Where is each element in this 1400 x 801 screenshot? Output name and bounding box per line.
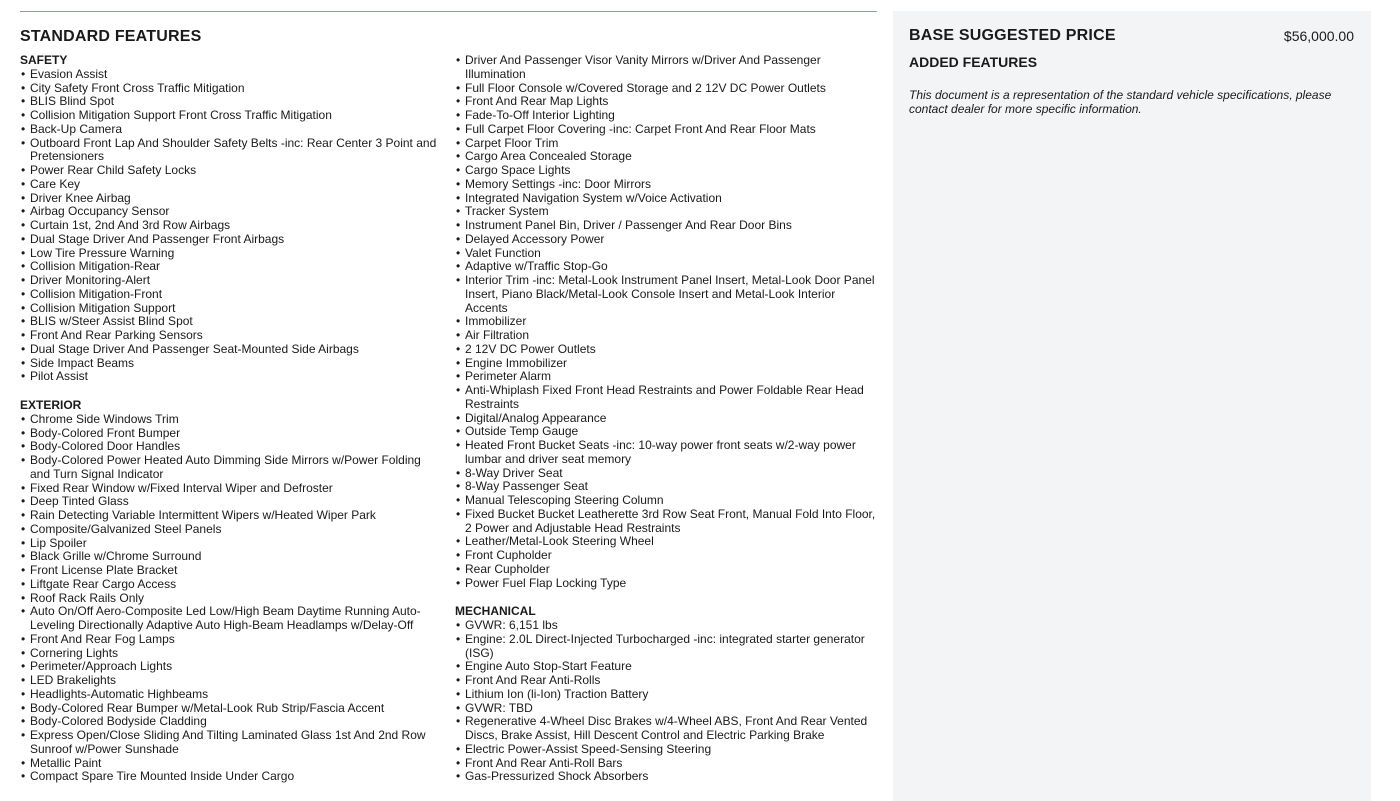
feature-item: • Manual Telescoping Steering Column bbox=[455, 494, 880, 508]
feature-item: • Cargo Area Concealed Storage bbox=[455, 150, 880, 164]
feature-item: • Body-Colored Bodyside Cladding bbox=[20, 715, 440, 729]
feature-item: • City Safety Front Cross Traffic Mitigation bbox=[20, 82, 440, 96]
feature-item: • Metallic Paint bbox=[20, 757, 440, 771]
feature-item: • Delayed Accessory Power bbox=[455, 233, 880, 247]
feature-item: • Memory Settings -inc: Door Mirrors bbox=[455, 178, 880, 192]
disclaimer-text: This document is a representation of the standard vehicle specifications, please contact dealer for more specific information. bbox=[909, 88, 1332, 116]
feature-item: • Power Fuel Flap Locking Type bbox=[455, 577, 880, 591]
feature-item: • Driver And Passenger Visor Vanity Mirrors w/Driver And Passenger Illumination bbox=[455, 54, 880, 82]
feature-item: • Auto On/Off Aero-Composite Led Low/High Beam Daytime Running Auto-Leveling Directionally Adaptive Auto High-Beam Headlamps w/Delay-Off bbox=[20, 605, 440, 633]
feature-item: • Driver Monitoring-Alert bbox=[20, 274, 440, 288]
feature-item: • 2 12V DC Power Outlets bbox=[455, 343, 880, 357]
feature-item: • Integrated Navigation System w/Voice Activation bbox=[455, 192, 880, 206]
feature-item: • Airbag Occupancy Sensor bbox=[20, 205, 440, 219]
feature-item: • Curtain 1st, 2nd And 3rd Row Airbags bbox=[20, 219, 440, 233]
feature-item: • Leather/Metal-Look Steering Wheel bbox=[455, 535, 880, 549]
feature-item: • Collision Mitigation-Front bbox=[20, 288, 440, 302]
feature-item: • Regenerative 4-Wheel Disc Brakes w/4-Wheel ABS, Front And Rear Vented Discs, Brake Assist, Hill Descent Control and Electric Parking Brake bbox=[455, 715, 880, 743]
feature-item: • 8-Way Driver Seat bbox=[455, 467, 880, 481]
feature-item: • Body-Colored Door Handles bbox=[20, 440, 440, 454]
feature-item: • Interior Trim -inc: Metal-Look Instrument Panel Insert, Metal-Look Door Panel Insert, Piano Black/Metal-Look Console Insert and Metal-Look Interior Accents bbox=[455, 274, 880, 315]
added-features-title: ADDED FEATURES bbox=[909, 54, 1038, 70]
feature-item: • Pilot Assist bbox=[20, 370, 440, 384]
feature-item: • Heated Front Bucket Seats -inc: 10-way power front seats w/2-way power lumbar and driver seat memory bbox=[455, 439, 880, 467]
features-column-left bbox=[20, 54, 440, 784]
price-panel bbox=[893, 11, 1371, 801]
feature-item: • Collision Mitigation Support Front Cross Traffic Mitigation bbox=[20, 109, 440, 123]
feature-list bbox=[20, 68, 440, 384]
feature-item: • Black Grille w/Chrome Surround bbox=[20, 550, 440, 564]
section-title-mechanical: MECHANICAL bbox=[455, 604, 536, 619]
feature-item: • GVWR: 6,151 lbs bbox=[455, 619, 880, 633]
feature-item: • Outside Temp Gauge bbox=[455, 425, 880, 439]
feature-item: • Chrome Side Windows Trim bbox=[20, 413, 440, 427]
feature-item: • Rain Detecting Variable Intermittent Wipers w/Heated Wiper Park bbox=[20, 509, 440, 523]
feature-item: • Adaptive w/Traffic Stop-Go bbox=[455, 260, 880, 274]
feature-item: • LED Brakelights bbox=[20, 674, 440, 688]
feature-item: • Collision Mitigation-Rear bbox=[20, 260, 440, 274]
feature-item: • Fixed Bucket Bucket Leatherette 3rd Row Seat Front, Manual Fold Into Floor, 2 Power and Adjustable Head Restraints bbox=[455, 508, 880, 536]
feature-item: • BLIS Blind Spot bbox=[20, 95, 440, 109]
feature-item: • Headlights-Automatic Highbeams bbox=[20, 688, 440, 702]
feature-item: • Engine Immobilizer bbox=[455, 357, 880, 371]
feature-item: • Body-Colored Front Bumper bbox=[20, 427, 440, 441]
feature-item: • Deep Tinted Glass bbox=[20, 495, 440, 509]
feature-item: • Cargo Space Lights bbox=[455, 164, 880, 178]
features-column-right bbox=[455, 54, 880, 784]
feature-item: • Liftgate Rear Cargo Access bbox=[20, 578, 440, 592]
base-price-label: BASE SUGGESTED PRICE bbox=[909, 27, 1116, 44]
feature-item: • Fade-To-Off Interior Lighting bbox=[455, 109, 880, 123]
feature-item: • Tracker System bbox=[455, 205, 880, 219]
feature-item: • Instrument Panel Bin, Driver / Passenger And Rear Door Bins bbox=[455, 219, 880, 233]
feature-item: • Full Carpet Floor Covering -inc: Carpet Front And Rear Floor Mats bbox=[455, 123, 880, 137]
feature-list bbox=[455, 619, 880, 784]
feature-item: • Body-Colored Rear Bumper w/Metal-Look Rub Strip/Fascia Accent bbox=[20, 702, 440, 716]
feature-item: • Composite/Galvanized Steel Panels bbox=[20, 523, 440, 537]
feature-item: • Evasion Assist bbox=[20, 68, 440, 82]
feature-item: • Compact Spare Tire Mounted Inside Under Cargo bbox=[20, 770, 440, 784]
feature-item: • Digital/Analog Appearance bbox=[455, 412, 880, 426]
feature-item: • Care Key bbox=[20, 178, 440, 192]
feature-item: • Dual Stage Driver And Passenger Front Airbags bbox=[20, 233, 440, 247]
feature-item: • Electric Power-Assist Speed-Sensing Steering bbox=[455, 743, 880, 757]
feature-item: • Valet Function bbox=[455, 247, 880, 261]
standard-features-title: STANDARD FEATURES bbox=[20, 28, 202, 45]
feature-item: • Gas-Pressurized Shock Absorbers bbox=[455, 770, 880, 784]
top-divider bbox=[20, 11, 877, 12]
feature-item: • 8-Way Passenger Seat bbox=[455, 480, 880, 494]
feature-item: • Rear Cupholder bbox=[455, 563, 880, 577]
feature-item: • Air Filtration bbox=[455, 329, 880, 343]
feature-item: • Power Rear Child Safety Locks bbox=[20, 164, 440, 178]
base-price-value: $56,000.00 bbox=[1283, 28, 1354, 44]
feature-item: • Express Open/Close Sliding And Tilting Laminated Glass 1st And 2nd Row Sunroof w/Power Sunshade bbox=[20, 729, 440, 757]
feature-item: • GVWR: TBD bbox=[455, 702, 880, 716]
feature-item: • Outboard Front Lap And Shoulder Safety Belts -inc: Rear Center 3 Point and Pretensioners bbox=[20, 137, 440, 165]
feature-item: • Lithium Ion (li-Ion) Traction Battery bbox=[455, 688, 880, 702]
feature-item: • Front And Rear Map Lights bbox=[455, 95, 880, 109]
feature-item: • Roof Rack Rails Only bbox=[20, 592, 440, 606]
feature-item: • Perimeter/Approach Lights bbox=[20, 660, 440, 674]
feature-item: • Front Cupholder bbox=[455, 549, 880, 563]
feature-item: • Anti-Whiplash Fixed Front Head Restraints and Power Foldable Rear Head Restraints bbox=[455, 384, 880, 412]
feature-item: • Carpet Floor Trim bbox=[455, 137, 880, 151]
feature-item: • Low Tire Pressure Warning bbox=[20, 247, 440, 261]
feature-item: • BLIS w/Steer Assist Blind Spot bbox=[20, 315, 440, 329]
feature-item: • Lip Spoiler bbox=[20, 537, 440, 551]
feature-item: • Immobilizer bbox=[455, 315, 880, 329]
feature-item: • Collision Mitigation Support bbox=[20, 302, 440, 316]
feature-item: • Perimeter Alarm bbox=[455, 370, 880, 384]
feature-item: • Dual Stage Driver And Passenger Seat-Mounted Side Airbags bbox=[20, 343, 440, 357]
feature-item: • Front And Rear Anti-Rolls bbox=[455, 674, 880, 688]
feature-item: • Front And Rear Anti-Roll Bars bbox=[455, 757, 880, 771]
feature-item: • Engine Auto Stop-Start Feature bbox=[455, 660, 880, 674]
feature-item: • Cornering Lights bbox=[20, 647, 440, 661]
feature-item: • Engine: 2.0L Direct-Injected Turbocharged -inc: integrated starter generator (ISG) bbox=[455, 633, 880, 661]
feature-item: • Body-Colored Power Heated Auto Dimming Side Mirrors w/Power Folding and Turn Signal Indicator bbox=[20, 454, 440, 482]
feature-list bbox=[455, 54, 880, 590]
feature-item: • Full Floor Console w/Covered Storage and 2 12V DC Power Outlets bbox=[455, 82, 880, 96]
section-title-exterior: EXTERIOR bbox=[20, 398, 82, 412]
feature-item: • Front And Rear Parking Sensors bbox=[20, 329, 440, 343]
feature-item: • Driver Knee Airbag bbox=[20, 192, 440, 206]
section-title-safety: SAFETY bbox=[20, 53, 68, 67]
feature-item: • Side Impact Beams bbox=[20, 357, 440, 371]
feature-item: • Front License Plate Bracket bbox=[20, 564, 440, 578]
feature-item: • Back-Up Camera bbox=[20, 123, 440, 137]
feature-item: • Fixed Rear Window w/Fixed Interval Wiper and Defroster bbox=[20, 482, 440, 496]
feature-item: • Front And Rear Fog Lamps bbox=[20, 633, 440, 647]
feature-list bbox=[20, 413, 440, 784]
